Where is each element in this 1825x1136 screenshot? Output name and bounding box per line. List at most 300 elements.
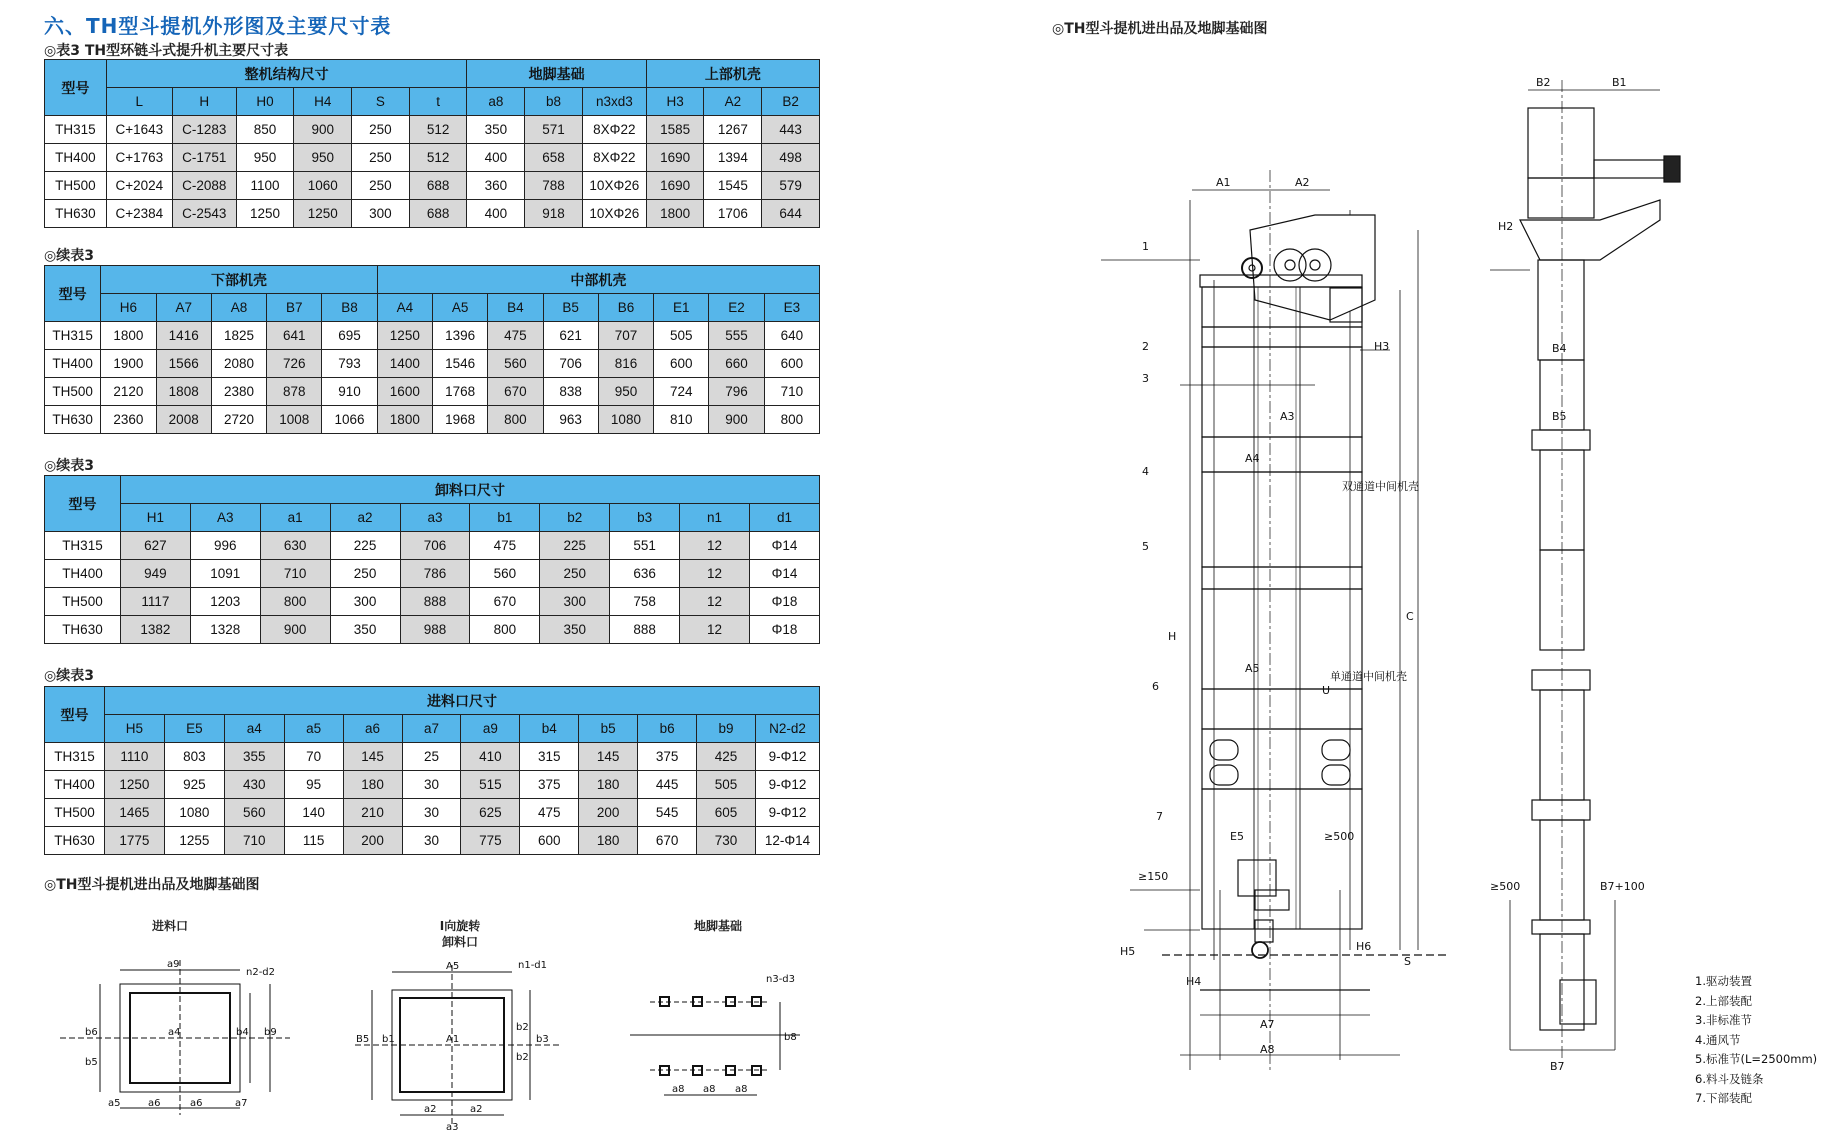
table-cell: 1545 xyxy=(704,172,762,200)
table-cell: 443 xyxy=(762,116,820,144)
table-cell: 730 xyxy=(697,827,756,855)
dim-b1: b1 xyxy=(382,1034,395,1045)
table-cell: 350 xyxy=(540,616,610,644)
table-cell: 180 xyxy=(579,827,638,855)
group-header: 中部机壳 xyxy=(377,266,819,294)
table-cell: 350 xyxy=(330,616,400,644)
table-cell: 810 xyxy=(654,406,709,434)
table-cell: 910 xyxy=(322,378,377,406)
side-elevation xyxy=(1490,80,1680,1060)
group-header: 卸料口尺寸 xyxy=(120,476,819,504)
dim-A3: A3 xyxy=(1280,410,1295,423)
table-cell: 1394 xyxy=(704,144,762,172)
column-header: a2 xyxy=(330,504,400,532)
table-cell: 670 xyxy=(488,378,543,406)
dim-b2: b2 xyxy=(516,1022,529,1033)
table1-caption: ◎表3 TH型环链斗式提升机主要尺寸表 xyxy=(44,43,289,59)
table-cell: 571 xyxy=(525,116,583,144)
table-cell: 800 xyxy=(470,616,540,644)
table-cell: C+1763 xyxy=(106,144,172,172)
dim-B7: B7 xyxy=(1550,1060,1565,1073)
table-cell: 1775 xyxy=(104,827,164,855)
model-cell: TH630 xyxy=(45,406,101,434)
table-cell: 1066 xyxy=(322,406,377,434)
column-header: H5 xyxy=(104,715,164,743)
table-row xyxy=(45,771,820,799)
model-cell: TH400 xyxy=(45,771,105,799)
column-header: b3 xyxy=(610,504,680,532)
table-cell: 710 xyxy=(260,560,330,588)
table-cell: C+1643 xyxy=(106,116,172,144)
table-cell: 710 xyxy=(764,378,819,406)
column-header: H4 xyxy=(294,88,352,116)
group-header: 进料口尺寸 xyxy=(104,687,819,715)
table-cell: 636 xyxy=(610,560,680,588)
model-cell: TH400 xyxy=(45,350,101,378)
dim-A8: A8 xyxy=(1260,1043,1275,1056)
column-header: t xyxy=(409,88,467,116)
table-cell: 2720 xyxy=(211,406,266,434)
dim-B1: B1 xyxy=(1612,76,1627,89)
table-cell: 707 xyxy=(598,322,653,350)
column-header: B2 xyxy=(762,88,820,116)
dim-a7: a7 xyxy=(235,1098,248,1109)
table-cell: 600 xyxy=(764,350,819,378)
table-cell: 300 xyxy=(330,588,400,616)
table-cell: 627 xyxy=(120,532,190,560)
table-cell: 10XΦ26 xyxy=(582,172,646,200)
dim-H3: H3 xyxy=(1374,340,1390,353)
table-cell: 925 xyxy=(164,771,224,799)
column-header: B5 xyxy=(543,294,598,322)
dim-a6: a6 xyxy=(148,1098,161,1109)
table-cell: 1382 xyxy=(120,616,190,644)
table-cell: 1768 xyxy=(432,378,487,406)
dim-ge500: ≥500 xyxy=(1324,830,1355,843)
dim-a2b: a2 xyxy=(470,1104,483,1115)
table-cell: 1546 xyxy=(432,350,487,378)
legend-item: 2.上部装配 xyxy=(1695,993,1752,1008)
legend-item: 5.标准节(L=2500mm) xyxy=(1695,1052,1818,1066)
dim-n2-d2: n2-d2 xyxy=(246,967,276,978)
column-header: E5 xyxy=(164,715,224,743)
table-cell: 410 xyxy=(461,743,520,771)
table-cell: C-1751 xyxy=(172,144,236,172)
table-cell: 641 xyxy=(267,322,322,350)
table-cell: 1800 xyxy=(377,406,432,434)
table-main-dimensions xyxy=(44,59,820,228)
dim-A1: A1 xyxy=(1216,176,1231,189)
table-cell: 30 xyxy=(402,827,461,855)
table-row xyxy=(45,172,820,200)
table-cell: 1808 xyxy=(156,378,211,406)
model-cell: TH630 xyxy=(45,200,107,228)
part-1-callout: 1 xyxy=(1142,240,1149,253)
column-header: b4 xyxy=(520,715,579,743)
base-drawing-title: 地脚基础 xyxy=(693,919,742,933)
table-cell: 1690 xyxy=(646,172,704,200)
column-header: a6 xyxy=(343,715,402,743)
legend-item: 7.下部装配 xyxy=(1695,1091,1752,1105)
table-cell: 225 xyxy=(330,532,400,560)
table-cell: 555 xyxy=(709,322,764,350)
table-cell: 900 xyxy=(709,406,764,434)
table-cell: 1900 xyxy=(101,350,156,378)
column-header: H3 xyxy=(646,88,704,116)
corner-header: 型号 xyxy=(45,687,105,743)
table-row xyxy=(45,799,820,827)
legend-item: 3.非标准节 xyxy=(1695,1013,1752,1027)
table-cell: 2120 xyxy=(101,378,156,406)
legend-item: 1.驱动装置 xyxy=(1695,974,1752,988)
table-row xyxy=(45,350,820,378)
table-cell: C-2088 xyxy=(172,172,236,200)
table-cell: 400 xyxy=(467,144,525,172)
column-header: A5 xyxy=(432,294,487,322)
table-row xyxy=(45,532,820,560)
inlet-dimension-labels xyxy=(85,959,277,1109)
model-cell: TH315 xyxy=(45,532,121,560)
side-elevation-labels xyxy=(1490,76,1645,1073)
table-cell: 803 xyxy=(164,743,224,771)
corner-header: 型号 xyxy=(45,476,121,532)
table-cell: 1250 xyxy=(104,771,164,799)
table-cell: 200 xyxy=(579,799,638,827)
table-cell: 1250 xyxy=(236,200,294,228)
column-header: B6 xyxy=(598,294,653,322)
table-cell: 796 xyxy=(709,378,764,406)
dim-A1: A1 xyxy=(446,1034,460,1045)
table-cell: 1008 xyxy=(267,406,322,434)
table-row xyxy=(45,322,820,350)
table-cell: 375 xyxy=(638,743,697,771)
table-cell: 551 xyxy=(610,532,680,560)
table-cell: 888 xyxy=(610,616,680,644)
table-cell: 2360 xyxy=(101,406,156,434)
dim-side-ge500: ≥500 xyxy=(1490,880,1521,893)
column-header: a5 xyxy=(284,715,343,743)
table-cell: 145 xyxy=(579,743,638,771)
table-cell: 250 xyxy=(352,144,410,172)
table-cell: Φ18 xyxy=(749,588,819,616)
table-cell: 9-Φ12 xyxy=(755,771,819,799)
dim-b8: b8 xyxy=(784,1032,797,1043)
table-cell: 888 xyxy=(400,588,470,616)
dim-B4: B4 xyxy=(1552,342,1567,355)
dim-B7-plus-100: B7+100 xyxy=(1600,880,1645,893)
model-cell: TH500 xyxy=(45,799,105,827)
table-cell: 1328 xyxy=(190,616,260,644)
table-cell: 8XΦ22 xyxy=(582,116,646,144)
table-cell: 688 xyxy=(409,200,467,228)
table-cell: 726 xyxy=(267,350,322,378)
table-cell: 512 xyxy=(409,116,467,144)
bottom-drawings-caption: ◎TH型斗提机进出品及地脚基础图 xyxy=(44,877,260,893)
table-inlet-dimensions xyxy=(44,686,820,855)
part-7-callout: 7 xyxy=(1156,810,1163,823)
table-cell: 12-Φ14 xyxy=(755,827,819,855)
table-cell: 1465 xyxy=(104,799,164,827)
column-header: b6 xyxy=(638,715,697,743)
legend-item: 4.通风节 xyxy=(1695,1032,1741,1047)
table-cell: 8XΦ22 xyxy=(582,144,646,172)
column-header: A8 xyxy=(211,294,266,322)
table-cell: 12 xyxy=(680,616,750,644)
table4-caption: ◎续表3 xyxy=(44,668,94,684)
model-cell: TH315 xyxy=(45,743,105,771)
table-cell: 1267 xyxy=(704,116,762,144)
front-elevation-labels xyxy=(1120,176,1419,1056)
dim-U: U xyxy=(1322,684,1331,697)
table-cell: 1600 xyxy=(377,378,432,406)
table-cell: 710 xyxy=(224,827,284,855)
column-header: a1 xyxy=(260,504,330,532)
table-cell: 1825 xyxy=(211,322,266,350)
table-cell: 95 xyxy=(284,771,343,799)
table-cell: 475 xyxy=(470,532,540,560)
front-elevation xyxy=(1101,170,1450,1070)
column-header: A2 xyxy=(704,88,762,116)
table-cell: 918 xyxy=(525,200,583,228)
table-cell: 350 xyxy=(467,116,525,144)
outlet-title-line1: I向旋转 xyxy=(439,919,481,933)
table-cell: 430 xyxy=(224,771,284,799)
table-cell: 1250 xyxy=(294,200,352,228)
table-cell: 1255 xyxy=(164,827,224,855)
column-header: a9 xyxy=(461,715,520,743)
column-header: a7 xyxy=(402,715,461,743)
table-cell: 775 xyxy=(461,827,520,855)
dim-H2: H2 xyxy=(1498,220,1514,233)
dual-channel-casing-label: 双通道中间机壳 xyxy=(1342,480,1419,493)
single-channel-casing-label: 单通道中间机壳 xyxy=(1330,670,1407,683)
column-header: L xyxy=(106,88,172,116)
column-header: H6 xyxy=(101,294,156,322)
table-cell: 1203 xyxy=(190,588,260,616)
table-cell: 600 xyxy=(520,827,579,855)
table-cell: 1250 xyxy=(377,322,432,350)
dim-a3: a3 xyxy=(446,1122,459,1133)
column-header: a8 xyxy=(467,88,525,116)
table-cell: 225 xyxy=(540,532,610,560)
table-cell: 625 xyxy=(461,799,520,827)
table-cell: 788 xyxy=(525,172,583,200)
model-cell: TH630 xyxy=(45,616,121,644)
table-cell: 25 xyxy=(402,743,461,771)
dim-E5: E5 xyxy=(1230,830,1244,843)
column-header: d1 xyxy=(749,504,819,532)
table-row xyxy=(45,560,820,588)
table-row xyxy=(45,378,820,406)
table-cell: 2380 xyxy=(211,378,266,406)
dim-A5: A5 xyxy=(1245,662,1260,675)
table-cell: 9-Φ12 xyxy=(755,799,819,827)
dim-H6: H6 xyxy=(1356,940,1372,953)
table-cell: 545 xyxy=(638,799,697,827)
model-cell: TH500 xyxy=(45,378,101,406)
dim-a8c: a8 xyxy=(735,1084,748,1095)
model-cell: TH500 xyxy=(45,172,107,200)
table-cell: Φ14 xyxy=(749,532,819,560)
column-header: B4 xyxy=(488,294,543,322)
table-cell: 300 xyxy=(352,200,410,228)
table-row xyxy=(45,827,820,855)
table-row xyxy=(45,588,820,616)
dim-b4: b4 xyxy=(236,1027,249,1038)
table-cell: 12 xyxy=(680,588,750,616)
table-cell: 816 xyxy=(598,350,653,378)
table-cell: 793 xyxy=(322,350,377,378)
table-cell: 1117 xyxy=(120,588,190,616)
table-cell: 498 xyxy=(762,144,820,172)
table-cell: 2080 xyxy=(211,350,266,378)
table-cell: 360 xyxy=(467,172,525,200)
table-cell: 70 xyxy=(284,743,343,771)
column-header: b9 xyxy=(697,715,756,743)
column-header: B7 xyxy=(267,294,322,322)
table-cell: 630 xyxy=(260,532,330,560)
inlet-drawing-title: 进料口 xyxy=(151,919,188,933)
table-cell: 250 xyxy=(330,560,400,588)
table-cell: 640 xyxy=(764,322,819,350)
table-cell: 12 xyxy=(680,532,750,560)
table-cell: 1690 xyxy=(646,144,704,172)
table-cell: C+2384 xyxy=(106,200,172,228)
table-cell: C-1283 xyxy=(172,116,236,144)
column-header: E2 xyxy=(709,294,764,322)
page-title: 六、TH型斗提机外形图及主要尺寸表 xyxy=(44,14,392,38)
part-2-callout: 2 xyxy=(1142,340,1149,353)
column-header: A7 xyxy=(156,294,211,322)
dim-A2: A2 xyxy=(1295,176,1310,189)
column-header: N2-d2 xyxy=(755,715,819,743)
column-header: H0 xyxy=(236,88,294,116)
table-cell: 963 xyxy=(543,406,598,434)
table-cell: 706 xyxy=(400,532,470,560)
dim-S: S xyxy=(1404,955,1411,968)
table-row xyxy=(45,406,820,434)
column-header: b2 xyxy=(540,504,610,532)
table-row xyxy=(45,144,820,172)
table-cell: C-2543 xyxy=(172,200,236,228)
table-cell: 670 xyxy=(638,827,697,855)
dim-H5: H5 xyxy=(1120,945,1136,958)
outlet-title-line2: 卸料口 xyxy=(441,935,478,949)
table-cell: 1060 xyxy=(294,172,352,200)
dim-b6: b6 xyxy=(85,1027,98,1038)
table-cell: 12 xyxy=(680,560,750,588)
table-cell: 800 xyxy=(764,406,819,434)
table-cell: 475 xyxy=(488,322,543,350)
table-cell: 505 xyxy=(654,322,709,350)
table-cell: 1396 xyxy=(432,322,487,350)
dim-A5: A5 xyxy=(446,961,460,972)
table-cell: 425 xyxy=(697,743,756,771)
table-cell: 695 xyxy=(322,322,377,350)
group-header: 上部机壳 xyxy=(646,60,819,88)
table-cell: 724 xyxy=(654,378,709,406)
base-foundation-drawing xyxy=(630,997,800,1095)
group-header: 地脚基础 xyxy=(467,60,646,88)
table-cell: 605 xyxy=(697,799,756,827)
dim-a9: a9 xyxy=(167,959,180,970)
table-cell: 1091 xyxy=(190,560,260,588)
dim-b3: b3 xyxy=(536,1034,549,1045)
table-cell: 900 xyxy=(260,616,330,644)
table-cell: 1100 xyxy=(236,172,294,200)
table-cell: 140 xyxy=(284,799,343,827)
column-header: H xyxy=(172,88,236,116)
model-cell: TH315 xyxy=(45,322,101,350)
model-cell: TH400 xyxy=(45,560,121,588)
corner-header: 型号 xyxy=(45,266,101,322)
table-cell: 878 xyxy=(267,378,322,406)
column-header: a4 xyxy=(224,715,284,743)
table-cell: 30 xyxy=(402,771,461,799)
dim-A4: A4 xyxy=(1245,452,1260,465)
table-cell: 658 xyxy=(525,144,583,172)
table-cell: 515 xyxy=(461,771,520,799)
dim-B2: B2 xyxy=(1536,76,1551,89)
table-cell: 706 xyxy=(543,350,598,378)
table-row xyxy=(45,116,820,144)
table-casing-dimensions xyxy=(44,265,820,434)
table-cell: 512 xyxy=(409,144,467,172)
table-row xyxy=(45,743,820,771)
dim-a8: a8 xyxy=(672,1084,685,1095)
parts-legend xyxy=(1695,972,1817,1109)
table-cell: 786 xyxy=(400,560,470,588)
part-4-callout: 4 xyxy=(1142,465,1149,478)
dim-b9: b9 xyxy=(264,1027,277,1038)
table-cell: 900 xyxy=(294,116,352,144)
table-cell: 180 xyxy=(579,771,638,799)
dim-n1-d1: n1-d1 xyxy=(518,960,548,971)
table-cell: 560 xyxy=(224,799,284,827)
table-row xyxy=(45,200,820,228)
table-cell: 1080 xyxy=(164,799,224,827)
column-header: n3xd3 xyxy=(582,88,646,116)
dim-A7: A7 xyxy=(1260,1018,1275,1031)
table-cell: 950 xyxy=(598,378,653,406)
table-cell: 800 xyxy=(260,588,330,616)
column-header: S xyxy=(352,88,410,116)
column-header: b8 xyxy=(525,88,583,116)
column-header: b5 xyxy=(579,715,638,743)
table-cell: 950 xyxy=(294,144,352,172)
table-cell: 950 xyxy=(236,144,294,172)
dim-n3-d3: n3-d3 xyxy=(766,974,796,985)
table-cell: 850 xyxy=(236,116,294,144)
table-cell: 1800 xyxy=(646,200,704,228)
table-cell: 9-Φ12 xyxy=(755,743,819,771)
flange-drawings xyxy=(0,930,830,1136)
table-row xyxy=(45,616,820,644)
group-header: 下部机壳 xyxy=(101,266,377,294)
table-cell: 800 xyxy=(488,406,543,434)
column-header: n1 xyxy=(680,504,750,532)
table-cell: 838 xyxy=(543,378,598,406)
elevator-drawings xyxy=(1100,60,1820,1120)
table-cell: 30 xyxy=(402,799,461,827)
table-cell: 988 xyxy=(400,616,470,644)
table-cell: 145 xyxy=(343,743,402,771)
table-cell: 250 xyxy=(352,172,410,200)
outlet-flange-drawing xyxy=(355,965,560,1125)
table-cell: 1400 xyxy=(377,350,432,378)
model-cell: TH315 xyxy=(45,116,107,144)
legend-item: 6.料斗及链条 xyxy=(1695,1071,1764,1086)
